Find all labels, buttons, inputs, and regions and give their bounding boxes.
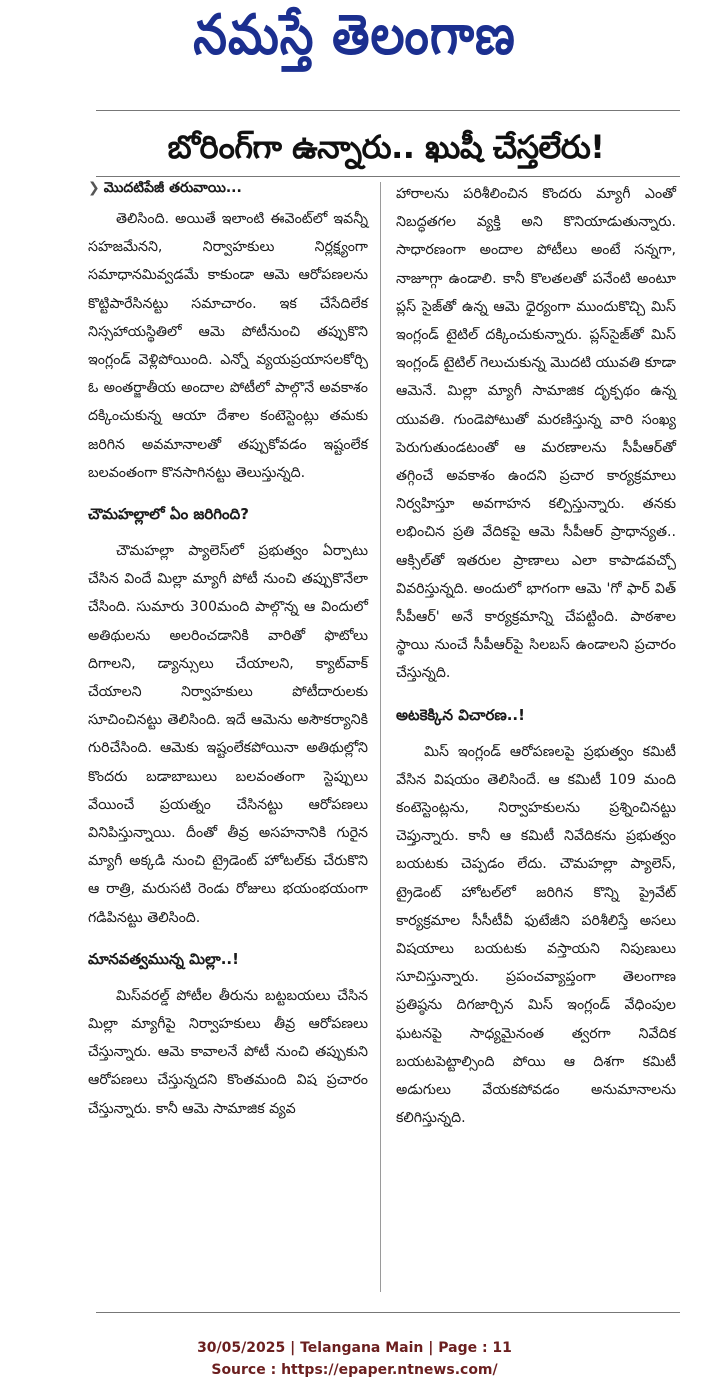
column-divider — [380, 182, 381, 1292]
continued-paragraph: హారాలను పరిశీలించిన కొందరు మ్యాగీ ఎంతో నిబద్ధతగల వ్యక్తి అని కొనియాడుతున్నారు. సాధారణంగా అందాల పోటీలు అంటే సన్నగా, నాజూగ్గా ఉండాలి. కానీ కొలతలతో పనేంటి అంటూ ప్లస్ సైజ్‌తో ఉన్న ఆమె ధైర్యంగా ముందుకొచ్చి మిస్ ఇంగ్లండ్ టైటిల్ దక్కించుకున్నారు. ప్లస్‌సైజ్‌తో మిస్ ఇంగ్లండ్ టైటిల్ గెలుచుకున్న మొదటి యువతి కూడా ఆమెనే. మిల్లా మ్యాగీ సామాజిక దృక్పథం ఉన్న యువతి. గుండెపోటుతో మరణిస్తున్న వారి సంఖ్య పెరుగుతుండటంతో ఆ మరణాలను సీపీఆర్‌తో తగ్గించే అవకాశం ఉందని ప్రచార కార్యక్రమాలు నిర్వహిస్తూ అవగాహన కల్పిస్తున్నారు. తనకు లభించిన ప్రతి వేదికపై ఆమె సీపీఆర్ ప్రాధాన్యత.. ఆక్సిల్‌తో ఇతరుల ప్రాణాలు ఎలా కాపాడవచ్చో వివరిస్తున్నది. అందులో భాగంగా ఆమె 'గో ఫార్ విత్ సీపీఆర్' అనే కార్యక్రమాన్ని చేపట్టింది. పాఠశాల స్థాయి నుంచే సీపీఆర్‌పై సిలబస్ ఉండాలని ప్రచారం చేస్తున్నది. — [396, 186, 676, 682]
kicker — [88, 180, 368, 199]
paragraph-chowmahalla: చౌమహల్లా ప్యాలెస్‌లో ప్రభుత్వం ఏర్పాటు చేసిన విందే మిల్లా మ్యాగీ పోటీ నుంచి తప్పుకొనేలా చేసింది. సుమారు 300మంది పాల్గొన్న ఆ విందులో అతిథులను అలరించడానికి వారితో ఫొటోలు దిగాలని, డ్యాన్సులు చేయాలని, క్యాట్‌వాక్ చేయాలని నిర్వాహకులు పోటీదారులకు సూచించినట్టు తెలిసింది. ఇదే ఆమెను అసౌకర్యానికి గురిచేసింది. ఆమెకు ఇష్టంలేకపోయినా అతిథుల్లోని కొందరు బడాబాబులు బలవంతంగా స్టెప్పులు వేయించే ప్రయత్నం చేసినట్టు ఆరోపణలు వినిపిస్తున్నాయి. దీంతో తీవ్ర అసహనానికి గురైన మ్యాగీ అక్కడి నుంచి ట్రైడెంట్ హోటల్‌కు చేరుకొని ఆ రాత్రి, మరుసటి రెండు రోజులు భయంభయంగా గడిపినట్టు తెలిసింది. — [88, 543, 368, 926]
intro-paragraph: తెలిసింది. అయితే ఇలాంటి ఈవెంట్‌లో ఇవన్నీ సహజమేనని, నిర్వాహకులు నిర్లక్ష్యంగా సమాధానమివ్వడమే కాకుండా ఆమె ఆరోపణలను కొట్టిపారేసినట్టు సమాచారం. ఇక చేసేదిలేక నిస్సహాయస్థితిలో ఆమె పోటీనుంచి తప్పుకొని ఇంగ్లండ్ వెళ్లిపోయింది. ఎన్నో వ్యయప్రయాసలకోర్చి ఓ అంతర్జాతీయ అందాల పోటీలో పాల్గొనే అవకాశం దక్కించుకున్న ఆయా దేశాల కంటెస్టెంట్లు తమకు జరిగిన అవమానాలతో తప్పుకోవడం ఇష్టంలేక బలవంతంగా కొనసాగినట్టు తెలుస్తున్నది. — [88, 211, 368, 481]
footer-source-line: Source : https://epaper.ntnews.com/ — [211, 1362, 498, 1378]
chevron-right-icon: ❯ — [88, 180, 100, 196]
headline-rule — [96, 176, 680, 177]
masthead — [0, 0, 709, 80]
subhead-humanity: మానవత్వమున్న మిల్లా..! — [88, 949, 239, 968]
top-rule — [96, 110, 680, 111]
paragraph-inquiry: మిస్ ఇంగ్లండ్ ఆరోపణలపై ప్రభుత్వం కమిటీ వేసిన విషయం తెలిసిందే. ఆ కమిటీ 109 మంది కంటెస్టెంట్లను, నిర్వాహకులను ప్రశ్నించినట్టు చెప్తున్నారు. కానీ ఆ కమిటీ నివేదికను ప్రభుత్వం బయటకు చెప్పడం లేదు. చౌమహల్లా ప్యాలెస్, ట్రైడెంట్ హోటల్‌లో జరిగిన కొన్ని ప్రైవేట్ కార్యక్రమాల సీసీటీవీ ఫుటేజీని పరిశీలిస్తే అసలు విషయాలు బయటకు వస్తాయని నిపుణులు సూచిస్తున్నారు. ప్రపంచవ్యాప్తంగా తెలంగాణ ప్రతిష్ఠను దిగజార్చిన మిస్ ఇంగ్లండ్ వేధింపుల ఘటనపై సాధ్యమైనంత త్వరగా నివేదిక బయటపెట్టాల్సింది పోయి ఆ దిశగా కమిటీ అడుగులు వేయకపోవడం అనుమానాలను కలిగిస్తున్నది. — [396, 743, 676, 1127]
bottom-rule — [96, 1312, 680, 1313]
headline: బోరింగ్‌గా ఉన్నారు.. ఖుషీ చేస్తలేరు! — [167, 128, 605, 166]
left-column — [88, 180, 368, 1123]
subhead-chowmahalla: చౌమహల్లాలో ఏం జరిగింది? — [88, 505, 249, 524]
subhead-inquiry: అటకెక్కిన విచారణ..! — [396, 705, 525, 724]
masthead-logo-text: నమస్తే తెలంగాణ — [193, 2, 516, 68]
paragraph-humanity: మిస్‌వరల్డ్ పోటీల తీరును బట్టబయలు చేసిన మిల్లా మ్యాగీపై నిర్వాహకులు తీవ్ర ఆరోపణలు చేస్తున్నారు. ఆమె కావాలనే పోటీ నుంచి తప్పుకుని ఆరోపణలు చేస్తున్నదని కొంతమంది విష ప్రచారం చేస్తున్నారు. కానీ ఆమె సామాజిక వ్యవ — [88, 987, 368, 1117]
right-column — [396, 180, 676, 1133]
kicker-text: మొదటిపేజీ తరువాయి... — [103, 180, 242, 196]
footer-date-line: 30/05/2025 | Telangana Main | Page : 11 — [197, 1340, 512, 1356]
